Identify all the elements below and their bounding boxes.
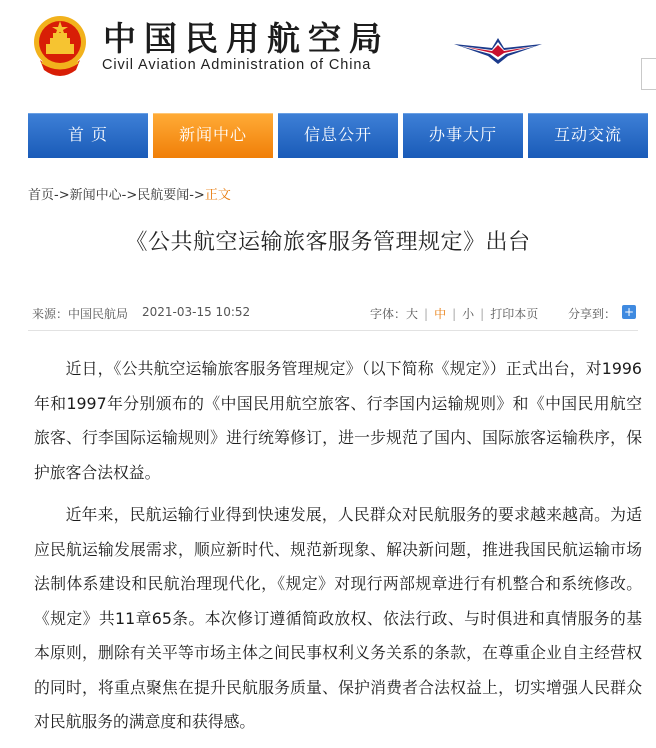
breadcrumb-sep: -> [121,188,138,203]
font-size-controls [370,305,538,322]
font-size-large[interactable]: 大 [406,307,419,321]
nav-item-service-hall[interactable]: 办事大厅 [403,113,523,158]
article-paragraph: 近年来，民航运输行业得到快速发展，人民群众对民航服务的要求越来越高。为适应民航运输发展需求，顺应新时代、规范新现象、解决新问题，推进我国民航运输市场法制体系建设和民航治理现代化，《规定》对现行两部规章进行有机整合和系统修改。《规定》共11章65条。本次修订遵循简政放权、依法行政、与时俱进和真情服务的基本原则，删除有关平等市场主体之间民事权利义务关系的条款，在尊重企业自主经营权的同时，将重点聚焦在提升民航服务质量、保护消费者合法权益上，切实增强人民群众对民航服务的满意度和获得感。 [34,505,642,731]
nav-item-news-center[interactable]: 新闻中心 [153,113,273,158]
breadcrumb-current: 正文 [204,188,231,203]
font-size-small[interactable]: 小 [462,307,475,321]
font-size-label: 字体： [370,307,407,321]
main-nav [0,113,656,157]
nav-item-home[interactable]: 首 页 [28,113,148,158]
site-title-cn: 中国民用航空局 [103,19,390,58]
share-plus-icon[interactable]: + [623,305,635,319]
article-datetime: 2021-03-15 10:52 [142,305,251,319]
breadcrumb-home-link[interactable]: 首页 [28,188,55,203]
divider: | [452,307,457,321]
nav-item-interaction[interactable]: 互动交流 [528,113,648,158]
share-label: 分享到： [568,307,617,321]
site-title-en: Civil Aviation Administration of China [102,57,372,73]
national-emblem-icon [32,12,88,80]
divider: | [424,307,429,321]
breadcrumb-important-link[interactable]: 民航要闻 [137,188,190,203]
article-source: 来源：中国民航局 [32,307,129,321]
nav-item-info-disclosure[interactable]: 信息公开 [278,113,398,158]
print-page-link[interactable]: 打印本页 [490,307,539,321]
article-paragraph: 近日，《公共航空运输旅客服务管理规定》（以下简称《规定》）正式出台，对1996年和1997年分别颁布的《中国民用航空旅客、行李国内运输规则》和《中国民用航空旅客、行李国际运输规则》进行统筹修订，进一步规范了国内、国际旅客运输秩序，保护旅客合法权益。 [34,359,642,482]
site-header [0,0,656,100]
breadcrumb-sep: -> [54,188,70,203]
breadcrumb-sep: -> [189,188,205,203]
breadcrumb [28,184,231,203]
font-size-medium[interactable]: 中 [434,307,447,321]
caac-wing-logo-icon [452,34,544,66]
meta-divider [28,330,638,331]
divider: | [480,307,485,321]
article-title: 《公共航空运输旅客服务管理规定》出台 [125,230,531,255]
search-box-edge[interactable] [641,58,656,90]
breadcrumb-news-link[interactable]: 新闻中心 [69,188,122,203]
article-body [34,352,642,748]
